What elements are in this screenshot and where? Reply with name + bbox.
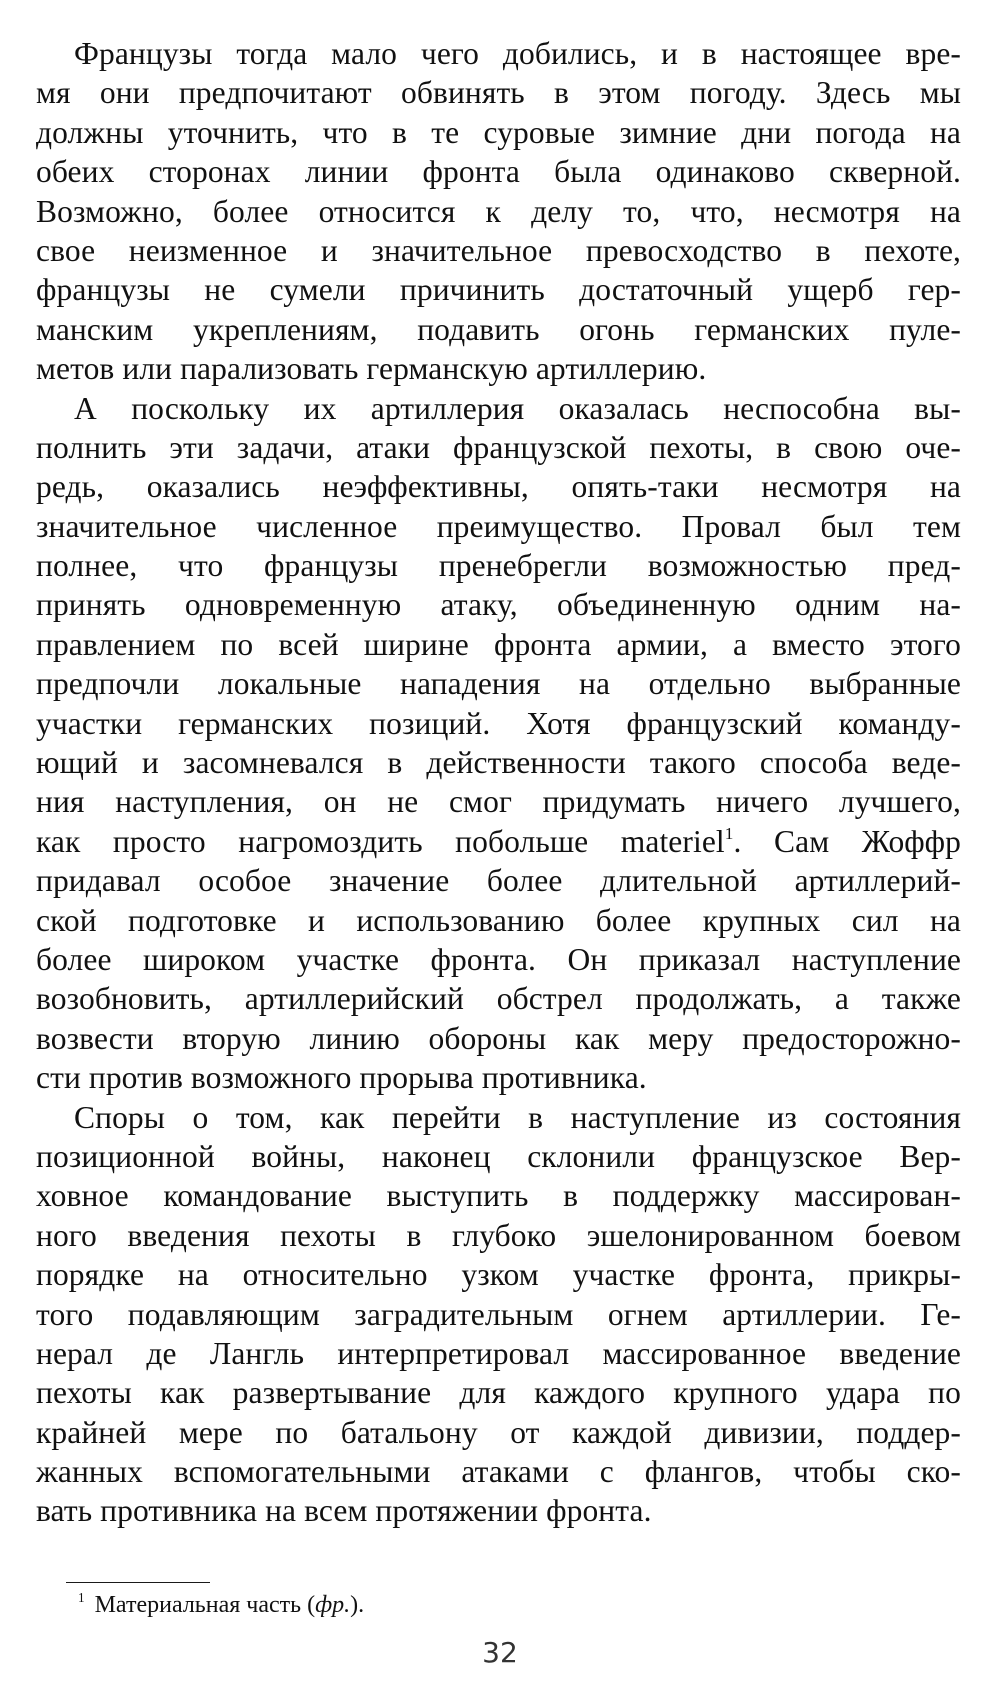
text-line: мя они предпочитают обвинять в этом погоду. Здесь мы <box>36 75 961 111</box>
footnote-abbreviation: фр. <box>315 1592 351 1618</box>
text-line: ющий и засомневался в действенности такого способа веде- <box>36 745 961 781</box>
footnote-marker: 1 <box>78 1590 85 1606</box>
footnote-divider <box>66 1582 210 1583</box>
text-line: полнее, что французы пренебрегли возможностью пред- <box>36 548 961 584</box>
text-line: правлением по всей ширине фронта армии, а вместо этого <box>36 626 961 662</box>
text-line: более широком участке фронта. Он приказал наступление <box>36 941 961 977</box>
text-line: должны уточнить, что в те суровые зимние дни погода на <box>36 114 961 150</box>
text-segment: как просто нагромоздить побольше materiel <box>36 823 725 859</box>
text-line: сти против возможного прорыва противника. <box>36 1060 647 1096</box>
body-text <box>36 34 961 1531</box>
text-line: редь, оказались неэффективны, опять-таки несмотря на <box>36 469 961 505</box>
text-line: Споры о том, как перейти в наступление из состояния <box>74 1099 961 1135</box>
footnote-text: Материальная часть ( <box>94 1592 316 1618</box>
text-line: нерал де Лангль интерпретировал массированное введение <box>36 1335 961 1371</box>
text-line: свое неизменное и значительное превосходство в пехоте, <box>36 232 961 268</box>
text-line: ховное командование выступить в поддержку массирован- <box>36 1178 961 1214</box>
text-line: метов или парализовать германскую артиллерию. <box>36 351 707 387</box>
text-line: Французы тогда мало чего добились, и в настоящее вре- <box>74 36 961 71</box>
text-segment: . Сам Жоффр <box>733 823 961 859</box>
text-line: А поскольку их артиллерия оказалась неспособна вы- <box>74 390 961 426</box>
paragraph-1 <box>36 34 961 389</box>
text-line: предпочли локальные нападения на отдельно выбранные <box>36 666 961 702</box>
text-line: ской подготовке и использованию более крупных сил на <box>36 902 961 938</box>
footnote <box>78 1588 364 1622</box>
text-line: возобновить, артиллерийский обстрел продолжать, а также <box>36 981 961 1017</box>
footnote-reference[interactable]: 1 <box>724 823 734 843</box>
text-line: придавал особое значение более длительной артиллерий- <box>36 863 961 899</box>
text-line: Возможно, более относится к делу то, что, несмотря на <box>36 193 961 229</box>
text-line: полнить эти задачи, атаки французской пехоты, в свою оче- <box>36 429 961 465</box>
text-line: ния наступления, он не смог придумать ничего лучшего, <box>36 784 961 820</box>
text-line: французы не сумели причинить достаточный ущерб гер- <box>36 272 961 308</box>
text-line: манским укреплениям, подавить огонь германских пуле- <box>36 311 961 347</box>
footnote-text-end: ). <box>350 1592 365 1618</box>
paragraph-2 <box>36 389 961 1098</box>
text-line: жанных вспомогательными атаками с флангов, чтобы ско- <box>36 1454 961 1490</box>
text-line: значительное численное преимущество. Провал был тем <box>36 508 961 544</box>
text-line: вать противника на всем протяжении фронта. <box>36 1493 652 1529</box>
text-line: позиционной войны, наконец склонили французское Вер- <box>36 1138 961 1174</box>
paragraph-3 <box>36 1098 961 1531</box>
text-line: возвести вторую линию обороны как меру предосторожно- <box>36 1020 961 1056</box>
page-number: 32 <box>482 1636 518 1669</box>
text-line: пехоты как развертывание для каждого крупного удара по <box>36 1375 961 1411</box>
text-line-with-footnote <box>36 822 961 861</box>
text-line: порядке на относительно узком участке фронта, прикры- <box>36 1257 961 1293</box>
text-line: принять одновременную атаку, объединенную одним на- <box>36 587 961 623</box>
text-line: ного введения пехоты в глубоко эшелонированном боевом <box>36 1217 961 1253</box>
text-line: того подавляющим заградительным огнем артиллерии. Ге- <box>36 1296 961 1332</box>
text-line: участки германских позиций. Хотя французский команду- <box>36 705 961 741</box>
text-line: крайней мере по батальону от каждой дивизии, поддер- <box>36 1414 961 1450</box>
text-line: обеих сторонах линии фронта была одинаково скверной. <box>36 154 961 190</box>
